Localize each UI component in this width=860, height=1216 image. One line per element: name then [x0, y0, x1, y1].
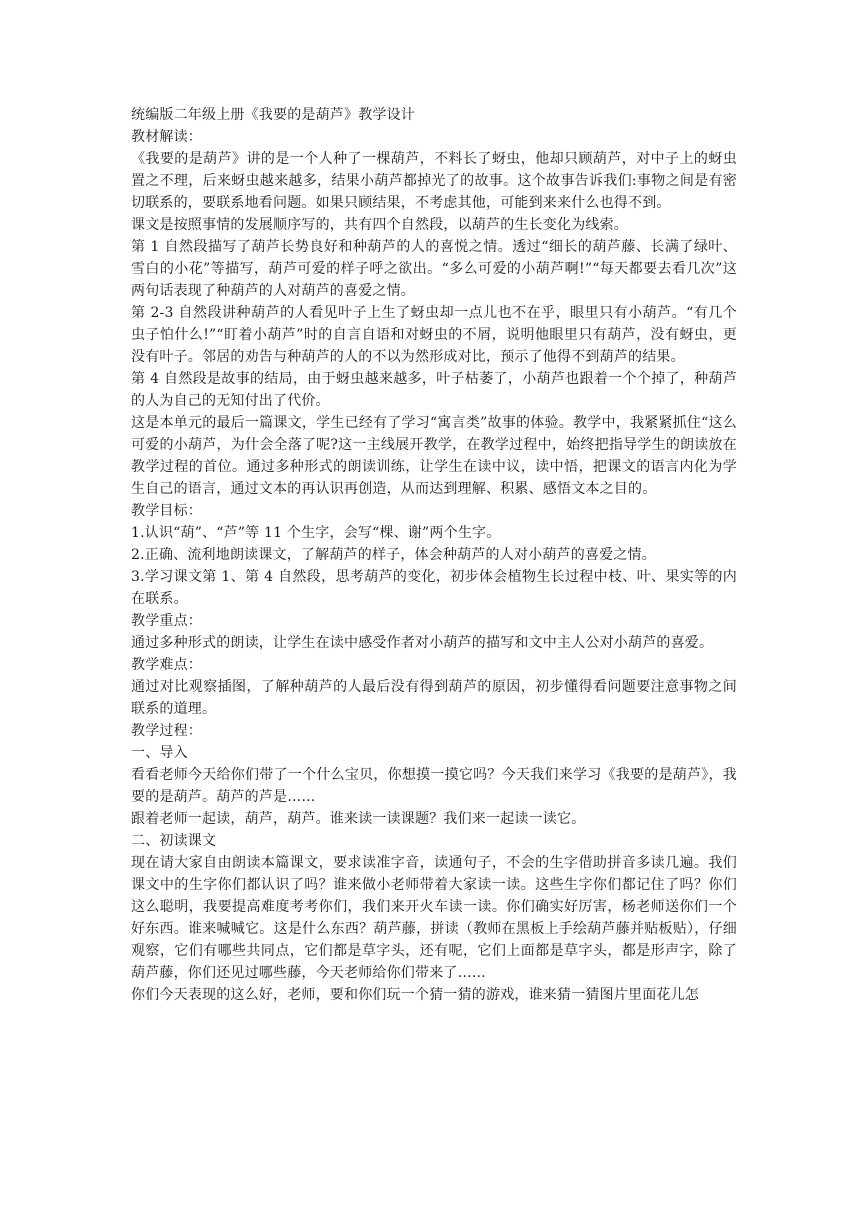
- paragraph: 看看老师今天给你们带了一个什么宝贝，你想摸一摸它吗？今天我们来学习《我要的是葫芦》，我要的是葫芦。葫芦的芦是……: [131, 767, 737, 805]
- subsection-heading-first-reading: 二、初读课文: [131, 833, 217, 849]
- paragraph: 通过多种形式的朗读，让学生在读中感受作者对小葫芦的描写和文中主人公对小葫芦的喜爱。: [131, 635, 714, 651]
- document-title: 统编版二年级上册《我要的是葫芦》教学设计: [131, 107, 415, 123]
- section-heading-focus: 教学重点：: [131, 613, 202, 629]
- paragraph: 第 4 自然段是故事的结局，由于蚜虫越来越多，叶子枯萎了，小葫芦也跟着一个个掉了，种葫芦的人为自己的无知付出了代价。: [131, 371, 737, 409]
- goal-item: 3.学习课文第 1、第 4 自然段，思考葫芦的变化，初步体会植物生长过程中枝、叶、果实等的内在联系。: [131, 569, 737, 607]
- subsection-heading-intro: 一、导入: [131, 745, 188, 761]
- section-heading-process: 教学过程：: [131, 723, 202, 739]
- paragraph: 通过对比观察插图，了解种葫芦的人最后没有得到葫芦的原因，初步懂得看问题要注意事物之间联系的道理。: [131, 679, 737, 717]
- goal-item: 1.认识“葫”、“芦”等 11 个生字，会写“棵、谢”两个生字。: [131, 525, 501, 541]
- paragraph: 这是本单元的最后一篇课文，学生已经有了学习“寓言类”故事的体验。教学中，我紧紧抓住“这么可爱的小葫芦，为什会全落了呢?这一主线展开教学，在教学过程中，始终把指导学生的朗读放在教学过程的首位。通过多种形式的朗读训练，让学生在读中议，读中悟，把课文的语言内化为学生自己的语言，通过文本的再认识再创造，从而达到理解、积累、感悟文本之目的。: [131, 415, 737, 497]
- paragraph: 第 1 自然段描写了葫芦长势良好和种葫芦的人的喜悦之情。透过“细长的葫芦藤、长满了绿叶、雪白的小花”等描写，葫芦可爱的样子呼之欲出。“多么可爱的小葫芦啊!”“每天都要去看几次”这两句话表现了种葫芦的人对葫芦的喜爱之情。: [131, 239, 737, 299]
- section-heading-goals: 教学目标：: [131, 503, 202, 519]
- paragraph: 第 2-3 自然段讲种葫芦的人看见叶子上生了蚜虫却一点儿也不在乎，眼里只有小葫芦。“有几个虫子怕什么!”“盯着小葫芦”时的自言自语和对蚜虫的不屑，说明他眼里只有葫芦，没有蚜虫，更没有叶子。邻居的劝告与种葫芦的人的不以为然形成对比，预示了他得不到葫芦的结果。: [131, 305, 737, 365]
- paragraph: 现在请大家自由朗读本篇课文，要求读准字音，读通句子，不会的生字借助拼音多读几遍。我们课文中的生字你们都认识了吗？谁来做小老师带着大家读一读。这些生字你们都记住了吗？你们这么聪明，我要提高难度考考你们，我们来开火车读一读。你们确实好厉害，杨老师送你们一个好东西。谁来喊喊它。这是什么东西？葫芦藤，拼读（教师在黑板上手绘葫芦藤并贴板贴），仔细观察，它们有哪些共同点，它们都是草字头，还有呢，它们上面都是草字头，都是形声字，除了葫芦藤，你们还见过哪些藤，今天老师给你们带来了……: [131, 855, 737, 981]
- document-page: [131, 104, 737, 1006]
- paragraph: 你们今天表现的这么好，老师，要和你们玩一个猜一猜的游戏，谁来猜一猜图片里面花儿怎: [131, 987, 699, 1003]
- paragraph: 跟着老师一起读，葫芦，葫芦。谁来读一读课题？我们来一起读一读它。: [131, 811, 586, 827]
- paragraph: 课文是按照事情的发展顺序写的，共有四个自然段，以葫芦的生长变化为线索。: [131, 217, 628, 233]
- section-heading-material: 教材解读：: [131, 129, 202, 145]
- paragraph: 《我要的是葫芦》讲的是一个人种了一棵葫芦，不料长了蚜虫，他却只顾葫芦，对中子上的蚜虫置之不理，后来蚜虫越来越多，结果小葫芦都掉光了的故事。这个故事告诉我们:事物之间是有密切联系的，要联系地看问题。如果只顾结果，不考虑其他，可能到来来什么也得不到。: [131, 151, 737, 211]
- goal-item: 2.正确、流利地朗读课文，了解葫芦的样子，体会种葫芦的人对小葫芦的喜爱之情。: [131, 547, 656, 563]
- section-heading-difficulty: 教学难点：: [131, 657, 202, 673]
